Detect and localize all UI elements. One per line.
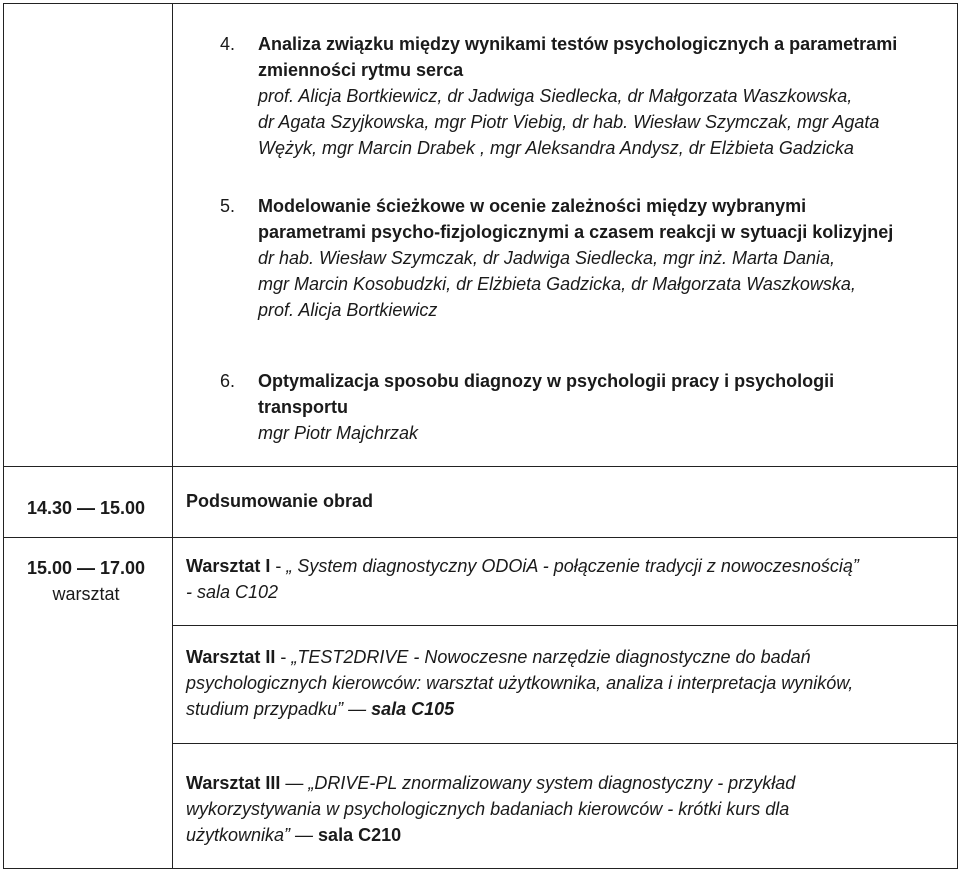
workshop-title-line: użytkownika” — — [186, 825, 319, 845]
item-authors-line: mgr Piotr Majchrzak — [258, 423, 419, 443]
item-number: 6. — [220, 371, 236, 391]
workshop-title: „DRIVE-PL znormalizowany system diagnostyczny - przykład — [308, 773, 796, 793]
item-authors-line: dr hab. Wiesław Szymczak, dr Jadwiga Siedlecka, mgr inż. Marta Dania, — [258, 248, 836, 268]
workshop-separator: - — [275, 647, 292, 667]
workshop-line — [186, 696, 454, 722]
workshop-separator: - — [270, 556, 287, 576]
item-number: 4. — [220, 34, 236, 54]
workshop-room: - sala C102 — [186, 582, 279, 602]
workshop-name: Warsztat II — [186, 647, 276, 667]
column-divider — [172, 3, 173, 869]
workshop-separator: — — [280, 773, 309, 793]
row-divider — [3, 537, 958, 538]
workshop-title-line: studium przypadku” — — [186, 699, 372, 719]
item-title-line: Analiza związku między wynikami testów psychologicznych a parametrami — [258, 34, 898, 54]
item-authors-line: dr Agata Szyjkowska, mgr Piotr Viebig, dr hab. Wiesław Szymczak, mgr Agata — [258, 112, 880, 132]
item-authors-line: prof. Alicja Bortkiewicz — [258, 300, 438, 320]
item-title-line: Optymalizacja sposobu diagnozy w psychologii pracy i psychologii — [258, 371, 835, 391]
summary-time: 14.30 — 15.00 — [26, 498, 146, 518]
workshop-line — [186, 644, 811, 670]
item-title-line: Modelowanie ścieżkowe w ocenie zależności między wybranymi — [258, 196, 807, 216]
workshop-room: sala C105 — [371, 699, 455, 719]
row-divider — [172, 625, 958, 626]
item-title-line: transportu — [258, 397, 348, 417]
workshop-line — [186, 553, 859, 579]
item-title-line: parametrami psycho-fizjologicznymi a czasem reakcji w sytuacji kolizyjnej — [258, 222, 894, 242]
item-title-line: zmienności rytmu serca — [258, 60, 464, 80]
workshop-time-label: warsztat — [52, 584, 120, 604]
item-authors-line: Wężyk, mgr Marcin Drabek , mgr Aleksandra Andysz, dr Elżbieta Gadzicka — [258, 138, 854, 158]
workshop-line — [186, 822, 401, 848]
workshop-time: 15.00 — 17.00 — [26, 558, 146, 578]
workshop-title: „TEST2DRIVE - Nowoczesne narzędzie diagnostyczne do badań — [291, 647, 811, 667]
item-number: 5. — [220, 196, 236, 216]
workshop-name: Warsztat I — [186, 556, 271, 576]
workshop-line — [186, 770, 795, 796]
item-authors-line: prof. Alicja Bortkiewicz, dr Jadwiga Siedlecka, dr Małgorzata Waszkowska, — [258, 86, 853, 106]
summary-label: Podsumowanie obrad — [186, 491, 374, 511]
workshop-title: „ System diagnostyczny ODOiA - połączenie tradycji z nowoczesnością” — [286, 556, 859, 576]
workshop-room: sala C210 — [318, 825, 402, 845]
row-divider — [172, 743, 958, 744]
item-authors-line: mgr Marcin Kosobudzki, dr Elżbieta Gadzicka, dr Małgorzata Waszkowska, — [258, 274, 856, 294]
row-divider — [3, 466, 958, 467]
workshop-name: Warsztat III — [186, 773, 281, 793]
workshop-title-line: wykorzystywania w psychologicznych badaniach kierowców - krótki kurs dla — [186, 799, 790, 819]
workshop-title-line: psychologicznych kierowców: warsztat użytkownika, analiza i interpretacja wyników, — [186, 673, 854, 693]
